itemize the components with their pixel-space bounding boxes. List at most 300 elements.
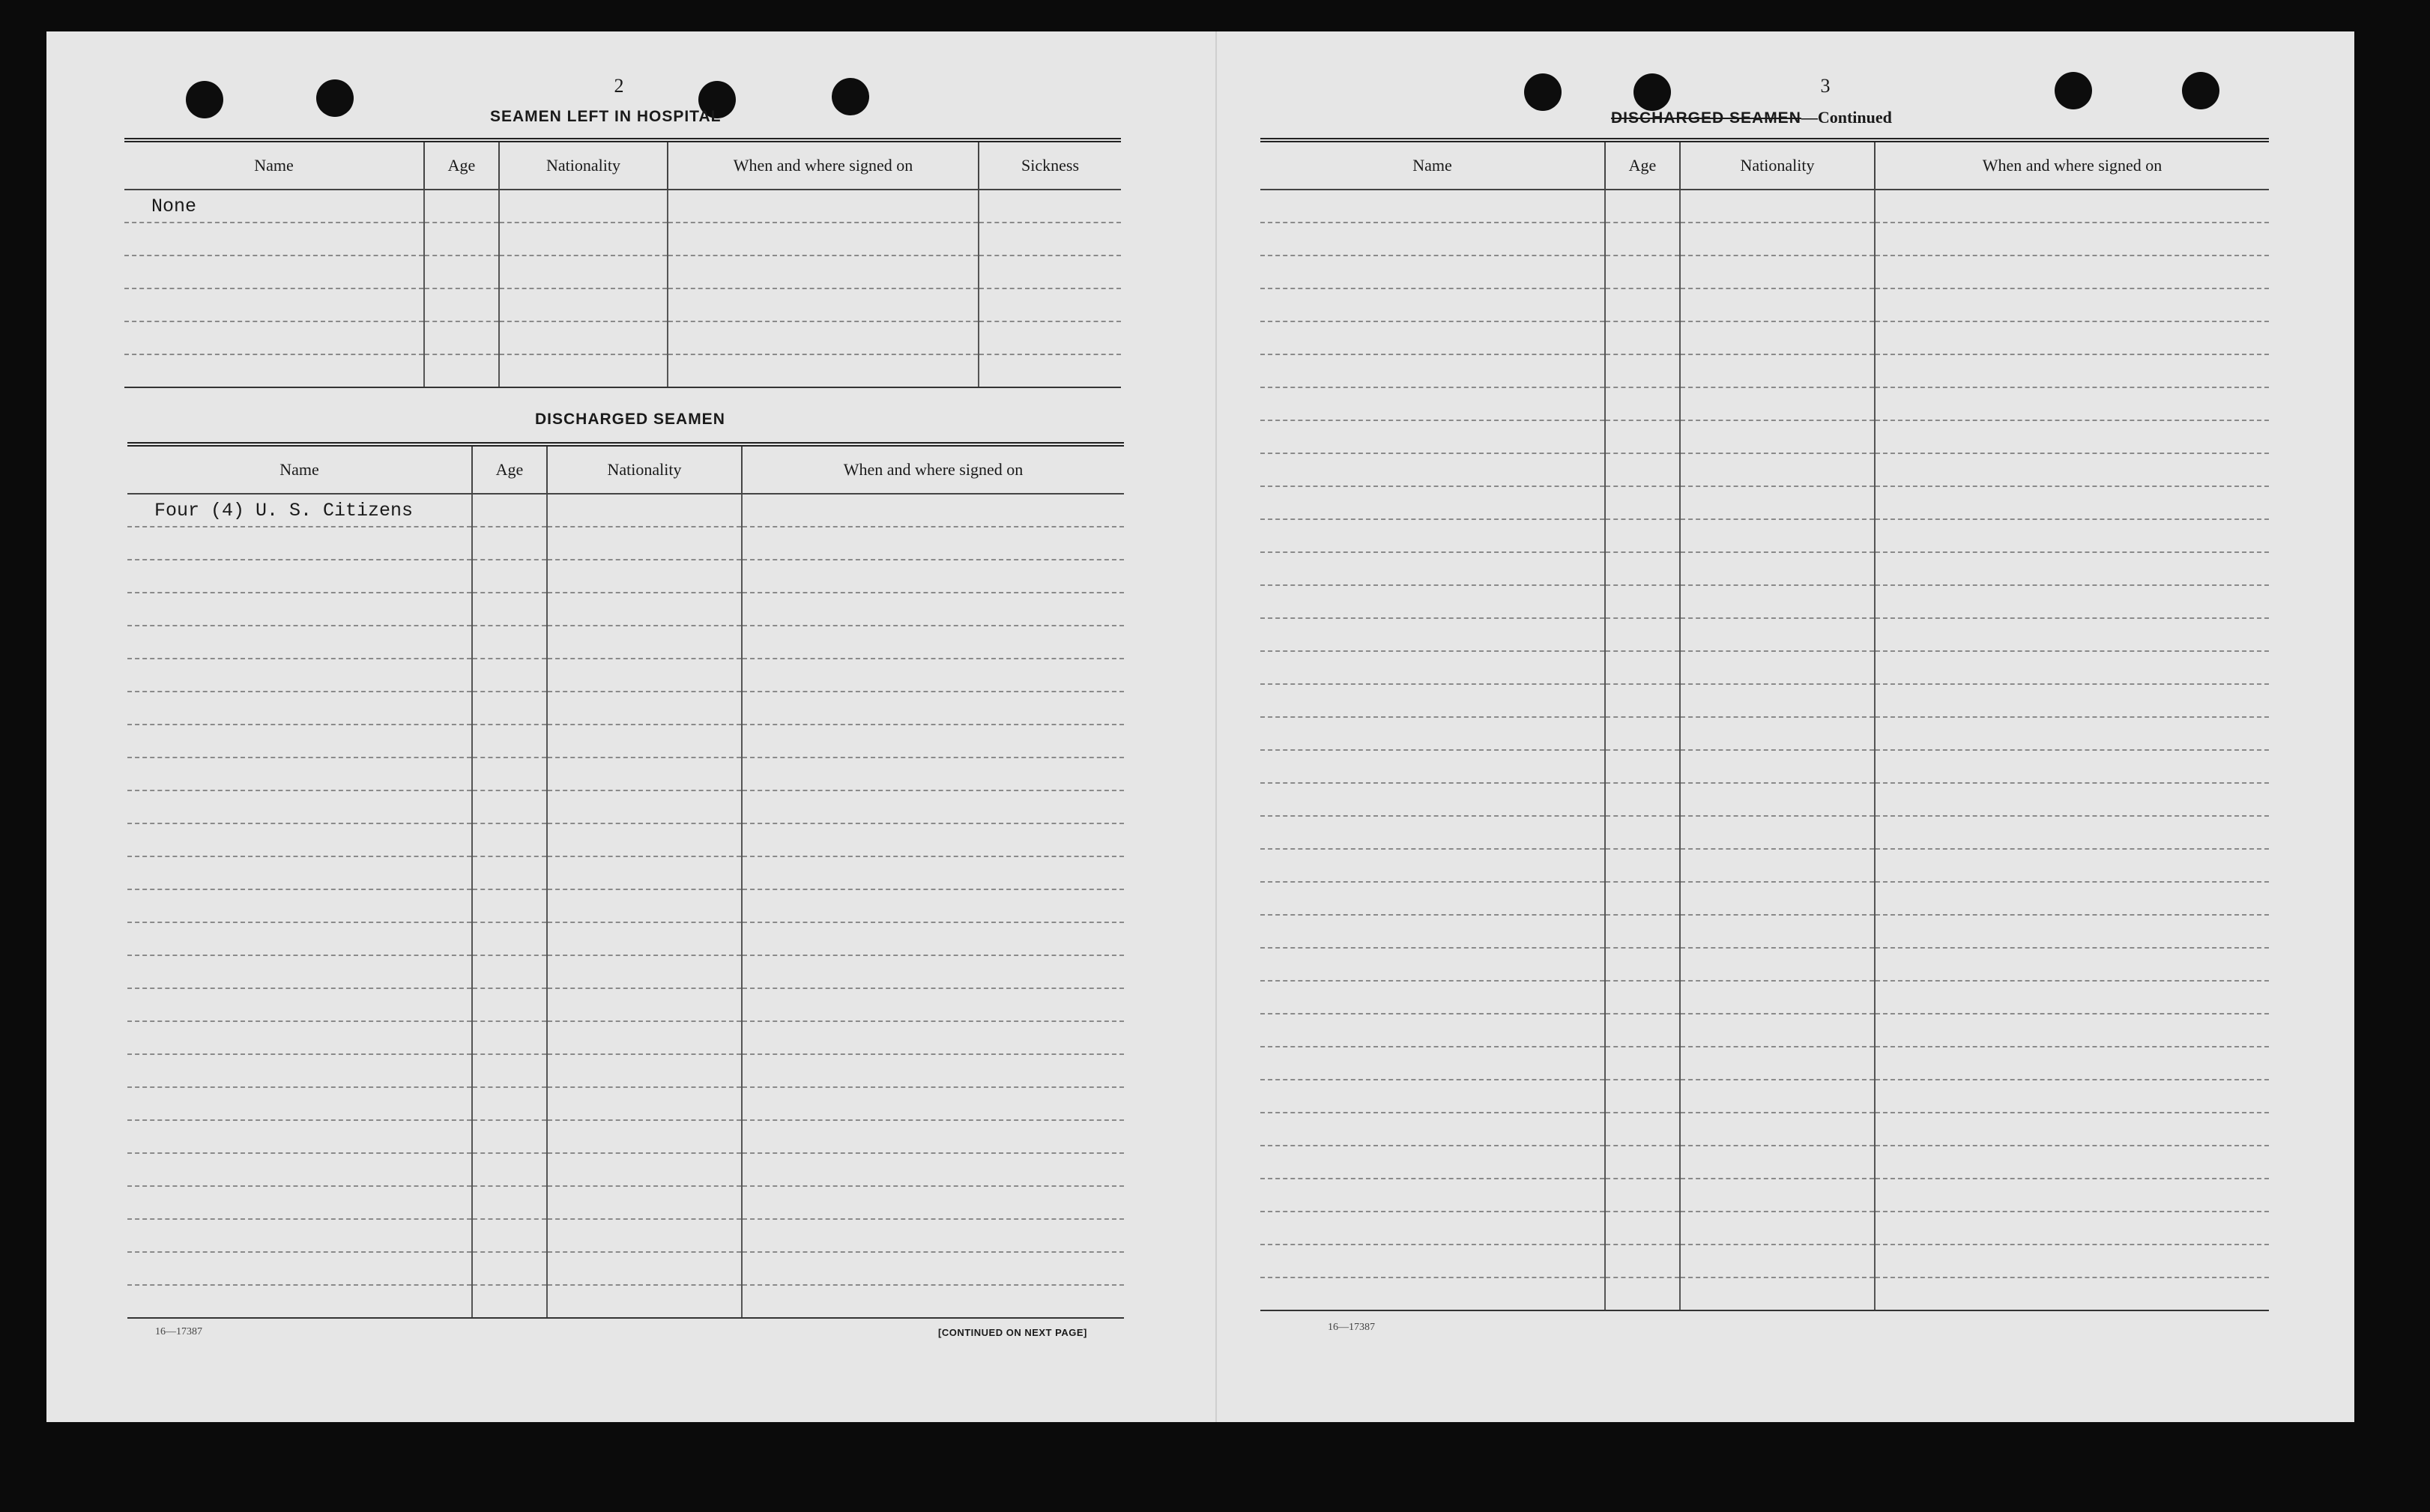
name-cell xyxy=(127,988,472,1021)
signed-on-cell xyxy=(1875,948,2269,981)
age-cell xyxy=(472,1153,547,1186)
age-cell xyxy=(472,955,547,988)
discharged-continued-title xyxy=(1611,108,1892,127)
table-row xyxy=(1260,1113,2269,1146)
name-cell xyxy=(1260,783,1605,816)
signed-on-cell xyxy=(1875,1245,2269,1277)
signed-on-cell xyxy=(1875,1014,2269,1047)
nationality-cell xyxy=(1680,1179,1875,1212)
column-header: Name xyxy=(124,140,424,190)
nationality-cell xyxy=(547,1120,742,1153)
nationality-cell xyxy=(1680,948,1875,981)
nationality-cell xyxy=(499,321,668,354)
name-cell xyxy=(127,1153,472,1186)
table-row xyxy=(1260,1047,2269,1080)
name-cell xyxy=(1260,1080,1605,1113)
sickness-cell xyxy=(979,288,1121,321)
name-cell xyxy=(1260,1146,1605,1179)
name-cell xyxy=(1260,1277,1605,1310)
column-header: When and where signed on xyxy=(1875,140,2269,190)
nationality-cell xyxy=(547,527,742,560)
table-row xyxy=(124,354,1121,387)
age-cell xyxy=(1605,1080,1680,1113)
name-cell xyxy=(1260,684,1605,717)
nationality-cell xyxy=(1680,420,1875,453)
name-cell xyxy=(124,223,424,255)
name-cell xyxy=(127,955,472,988)
table-row xyxy=(127,692,1124,725)
table-row xyxy=(1260,1014,2269,1047)
table-row xyxy=(1260,387,2269,420)
age-cell xyxy=(1605,849,1680,882)
nationality-cell xyxy=(547,823,742,856)
name-cell xyxy=(1260,1245,1605,1277)
column-header: Name xyxy=(127,444,472,494)
signed-on-cell xyxy=(1875,223,2269,255)
signed-on-cell xyxy=(742,494,1124,527)
signed-on-cell xyxy=(742,527,1124,560)
table-row xyxy=(127,1285,1124,1318)
age-cell xyxy=(472,1186,547,1219)
nationality-cell xyxy=(1680,981,1875,1014)
table-row xyxy=(1260,486,2269,519)
signed-on-cell xyxy=(742,823,1124,856)
signed-on-cell xyxy=(1875,915,2269,948)
signed-on-cell xyxy=(742,1021,1124,1054)
signed-on-cell xyxy=(742,955,1124,988)
table-row xyxy=(1260,321,2269,354)
nationality-cell xyxy=(547,1285,742,1318)
nationality-cell xyxy=(547,889,742,922)
table-row xyxy=(1260,618,2269,651)
table-row xyxy=(127,1186,1124,1219)
age-cell xyxy=(472,1087,547,1120)
signed-on-cell xyxy=(1875,354,2269,387)
age-cell xyxy=(472,494,547,527)
name-cell xyxy=(124,354,424,387)
age-cell xyxy=(1605,783,1680,816)
table-row xyxy=(127,988,1124,1021)
nationality-cell xyxy=(1680,1245,1875,1277)
signed-on-cell xyxy=(1875,1113,2269,1146)
column-header: When and where signed on xyxy=(742,444,1124,494)
name-cell xyxy=(127,692,472,725)
table-row xyxy=(127,856,1124,889)
table-row xyxy=(1260,849,2269,882)
sickness-cell xyxy=(979,321,1121,354)
nationality-cell xyxy=(1680,585,1875,618)
table-row xyxy=(127,1021,1124,1054)
signed-on-cell xyxy=(742,1186,1124,1219)
table-row xyxy=(127,1087,1124,1120)
signed-on-cell xyxy=(742,725,1124,757)
name-cell xyxy=(1260,255,1605,288)
table-row xyxy=(1260,1245,2269,1277)
nationality-cell xyxy=(499,190,668,223)
nationality-cell xyxy=(1680,1113,1875,1146)
nationality-cell xyxy=(547,494,742,527)
age-cell xyxy=(1605,354,1680,387)
age-cell xyxy=(1605,882,1680,915)
nationality-cell xyxy=(1680,255,1875,288)
nationality-cell xyxy=(547,692,742,725)
signed-on-cell xyxy=(742,1120,1124,1153)
nationality-cell xyxy=(499,255,668,288)
nationality-cell xyxy=(547,659,742,692)
signed-on-cell xyxy=(742,560,1124,593)
signed-on-cell xyxy=(1875,486,2269,519)
signed-on-cell xyxy=(1875,1212,2269,1245)
nationality-cell xyxy=(499,223,668,255)
nationality-cell xyxy=(547,725,742,757)
right-page xyxy=(1217,31,2354,1422)
signed-on-cell xyxy=(742,1087,1124,1120)
section-title-text: DISCHARGED SEAMEN xyxy=(1611,109,1801,127)
hospital-rows xyxy=(124,190,1121,387)
signed-on-cell xyxy=(742,889,1124,922)
nationality-cell xyxy=(547,988,742,1021)
name-cell xyxy=(127,889,472,922)
table-row xyxy=(127,659,1124,692)
table-row xyxy=(1260,915,2269,948)
punch-hole xyxy=(832,78,869,115)
continued-note: [CONTINUED ON NEXT PAGE] xyxy=(938,1327,1087,1338)
age-cell xyxy=(472,988,547,1021)
age-cell xyxy=(472,1054,547,1087)
age-cell xyxy=(1605,387,1680,420)
age-cell xyxy=(1605,750,1680,783)
nationality-cell xyxy=(1680,618,1875,651)
punch-hole xyxy=(316,79,354,117)
signed-on-cell xyxy=(1875,321,2269,354)
age-cell xyxy=(1605,519,1680,552)
name-cell xyxy=(1260,288,1605,321)
document-sheet xyxy=(46,31,2354,1422)
name-cell xyxy=(1260,1014,1605,1047)
age-cell xyxy=(424,190,499,223)
name-cell xyxy=(1260,981,1605,1014)
name-cell xyxy=(1260,882,1605,915)
signed-on-cell xyxy=(668,354,979,387)
age-cell xyxy=(472,1285,547,1318)
age-cell xyxy=(1605,717,1680,750)
nationality-cell xyxy=(1680,486,1875,519)
name-cell xyxy=(127,790,472,823)
table-row xyxy=(1260,948,2269,981)
name-cell xyxy=(1260,552,1605,585)
name-cell xyxy=(1260,354,1605,387)
nationality-cell xyxy=(1680,750,1875,783)
nationality-cell xyxy=(547,1054,742,1087)
form-number: 16—17387 xyxy=(155,1326,202,1337)
signed-on-cell xyxy=(1875,750,2269,783)
name-cell xyxy=(1260,915,1605,948)
age-cell xyxy=(1605,1047,1680,1080)
column-header: Nationality xyxy=(1680,140,1875,190)
name-cell xyxy=(127,856,472,889)
signed-on-cell xyxy=(742,593,1124,626)
age-cell xyxy=(472,856,547,889)
name-cell xyxy=(127,823,472,856)
signed-on-cell xyxy=(1875,684,2269,717)
signed-on-cell xyxy=(668,223,979,255)
name-cell xyxy=(127,1054,472,1087)
nationality-cell xyxy=(547,790,742,823)
table-row xyxy=(1260,354,2269,387)
name-cell xyxy=(127,560,472,593)
age-cell xyxy=(1605,1277,1680,1310)
column-header: Age xyxy=(424,140,499,190)
section-title-suffix: —Continued xyxy=(1801,108,1892,127)
discharged-table xyxy=(127,442,1124,1319)
nationality-cell xyxy=(547,955,742,988)
name-cell xyxy=(127,1021,472,1054)
age-cell xyxy=(1605,420,1680,453)
name-cell: None xyxy=(124,190,424,223)
table-row xyxy=(127,1252,1124,1285)
column-header: Sickness xyxy=(979,140,1121,190)
age-cell xyxy=(1605,255,1680,288)
name-cell xyxy=(1260,585,1605,618)
nationality-cell xyxy=(1680,552,1875,585)
signed-on-cell xyxy=(668,288,979,321)
nationality-cell xyxy=(1680,882,1875,915)
table-row xyxy=(1260,453,2269,486)
name-cell xyxy=(1260,750,1605,783)
age-cell xyxy=(1605,816,1680,849)
hospital-section-title: SEAMEN LEFT IN HOSPITAL xyxy=(490,108,722,125)
table-row xyxy=(1260,420,2269,453)
table-row xyxy=(1260,519,2269,552)
column-header: Nationality xyxy=(547,444,742,494)
name-cell xyxy=(1260,486,1605,519)
nationality-cell xyxy=(1680,387,1875,420)
sickness-cell xyxy=(979,255,1121,288)
age-cell xyxy=(472,593,547,626)
table-row xyxy=(127,1120,1124,1153)
age-cell xyxy=(472,1219,547,1252)
age-cell xyxy=(1605,288,1680,321)
signed-on-cell xyxy=(1875,651,2269,684)
nationality-cell xyxy=(1680,223,1875,255)
table-row xyxy=(127,626,1124,659)
signed-on-cell xyxy=(1875,1146,2269,1179)
name-cell xyxy=(127,1120,472,1153)
table-row xyxy=(1260,882,2269,915)
nationality-cell xyxy=(547,1021,742,1054)
form-number: 16—17387 xyxy=(1328,1322,1375,1333)
signed-on-cell xyxy=(742,626,1124,659)
table-row xyxy=(1260,651,2269,684)
name-cell xyxy=(124,288,424,321)
signed-on-cell xyxy=(742,692,1124,725)
table-row xyxy=(127,790,1124,823)
signed-on-cell xyxy=(742,659,1124,692)
table-row xyxy=(127,725,1124,757)
age-cell xyxy=(424,288,499,321)
age-cell xyxy=(472,527,547,560)
nationality-cell xyxy=(1680,1277,1875,1310)
table-row xyxy=(127,889,1124,922)
name-cell xyxy=(1260,816,1605,849)
nationality-cell xyxy=(547,1252,742,1285)
nationality-cell xyxy=(547,1219,742,1252)
age-cell xyxy=(1605,321,1680,354)
continued-rows xyxy=(1260,190,2269,1310)
name-cell xyxy=(127,922,472,955)
table-row xyxy=(1260,585,2269,618)
name-cell xyxy=(127,659,472,692)
table-row xyxy=(127,757,1124,790)
nationality-cell xyxy=(547,1153,742,1186)
name-cell xyxy=(127,527,472,560)
column-header: Name xyxy=(1260,140,1605,190)
punch-hole xyxy=(186,81,223,118)
table-row xyxy=(1260,684,2269,717)
age-cell xyxy=(424,223,499,255)
nationality-cell xyxy=(1680,190,1875,223)
punch-hole xyxy=(1524,73,1562,111)
discharged-section-title: DISCHARGED SEAMEN xyxy=(535,411,725,428)
nationality-cell xyxy=(1680,1212,1875,1245)
age-cell xyxy=(1605,981,1680,1014)
name-cell xyxy=(1260,223,1605,255)
age-cell xyxy=(472,889,547,922)
name-cell xyxy=(127,626,472,659)
age-cell xyxy=(1605,1014,1680,1047)
age-cell xyxy=(472,790,547,823)
name-cell xyxy=(124,321,424,354)
sickness-cell xyxy=(979,354,1121,387)
table-row xyxy=(127,1219,1124,1252)
table-row xyxy=(1260,816,2269,849)
age-cell xyxy=(472,659,547,692)
age-cell xyxy=(1605,486,1680,519)
sickness-cell xyxy=(979,190,1121,223)
signed-on-cell xyxy=(668,255,979,288)
table-row xyxy=(127,823,1124,856)
age-cell xyxy=(424,321,499,354)
signed-on-cell xyxy=(742,922,1124,955)
name-cell xyxy=(124,255,424,288)
signed-on-cell xyxy=(742,1285,1124,1318)
table-row xyxy=(1260,255,2269,288)
nationality-cell xyxy=(1680,453,1875,486)
nationality-cell xyxy=(1680,1014,1875,1047)
age-cell xyxy=(1605,618,1680,651)
table-row xyxy=(127,955,1124,988)
table-row xyxy=(127,1054,1124,1087)
age-cell xyxy=(472,1021,547,1054)
table-row xyxy=(1260,288,2269,321)
table-row xyxy=(1260,750,2269,783)
name-cell xyxy=(1260,717,1605,750)
nationality-cell xyxy=(1680,717,1875,750)
table-row xyxy=(1260,981,2269,1014)
age-cell xyxy=(472,823,547,856)
age-cell xyxy=(1605,1245,1680,1277)
signed-on-cell xyxy=(1875,552,2269,585)
signed-on-cell xyxy=(1875,255,2269,288)
signed-on-cell xyxy=(742,988,1124,1021)
name-cell xyxy=(1260,651,1605,684)
age-cell xyxy=(1605,915,1680,948)
name-cell xyxy=(127,1186,472,1219)
age-cell xyxy=(472,626,547,659)
age-cell xyxy=(1605,453,1680,486)
nationality-cell xyxy=(547,922,742,955)
table-row xyxy=(124,255,1121,288)
nationality-cell xyxy=(499,354,668,387)
nationality-cell xyxy=(1680,816,1875,849)
table-row xyxy=(1260,1080,2269,1113)
signed-on-cell xyxy=(742,790,1124,823)
signed-on-cell xyxy=(1875,1080,2269,1113)
signed-on-cell xyxy=(1875,783,2269,816)
signed-on-cell xyxy=(1875,585,2269,618)
table-row xyxy=(1260,552,2269,585)
name-cell xyxy=(1260,190,1605,223)
column-header: Age xyxy=(472,444,547,494)
name-cell xyxy=(127,1087,472,1120)
discharged-continued-table xyxy=(1260,138,2269,1311)
table-row xyxy=(1260,1146,2269,1179)
signed-on-cell xyxy=(742,1054,1124,1087)
age-cell xyxy=(1605,190,1680,223)
signed-on-cell xyxy=(1875,519,2269,552)
nationality-cell xyxy=(547,593,742,626)
nationality-cell xyxy=(1680,321,1875,354)
name-cell xyxy=(1260,519,1605,552)
age-cell xyxy=(472,560,547,593)
table-row xyxy=(1260,1277,2269,1310)
age-cell xyxy=(1605,585,1680,618)
age-cell xyxy=(1605,1113,1680,1146)
table-row xyxy=(1260,717,2269,750)
name-cell: Four (4) U. S. Citizens xyxy=(127,494,472,527)
table-row xyxy=(124,190,1121,223)
table-row xyxy=(1260,190,2269,223)
age-cell xyxy=(472,725,547,757)
nationality-cell xyxy=(547,626,742,659)
age-cell xyxy=(424,255,499,288)
nationality-cell xyxy=(1680,354,1875,387)
signed-on-cell xyxy=(1875,849,2269,882)
age-cell xyxy=(1605,1179,1680,1212)
name-cell xyxy=(127,757,472,790)
age-cell xyxy=(472,1252,547,1285)
table-row xyxy=(1260,1212,2269,1245)
signed-on-cell xyxy=(742,856,1124,889)
table-row xyxy=(127,1153,1124,1186)
nationality-cell xyxy=(1680,849,1875,882)
table-row xyxy=(124,288,1121,321)
name-cell xyxy=(1260,1047,1605,1080)
signed-on-cell xyxy=(1875,882,2269,915)
punch-hole xyxy=(2055,72,2092,109)
name-cell xyxy=(1260,1113,1605,1146)
age-cell xyxy=(1605,552,1680,585)
page-number: 3 xyxy=(1820,75,1831,97)
nationality-cell xyxy=(547,757,742,790)
name-cell xyxy=(1260,321,1605,354)
nationality-cell xyxy=(1680,519,1875,552)
signed-on-cell xyxy=(1875,453,2269,486)
nationality-cell xyxy=(1680,1047,1875,1080)
page-number: 2 xyxy=(614,75,624,97)
signed-on-cell xyxy=(1875,190,2269,223)
nationality-cell xyxy=(1680,1146,1875,1179)
